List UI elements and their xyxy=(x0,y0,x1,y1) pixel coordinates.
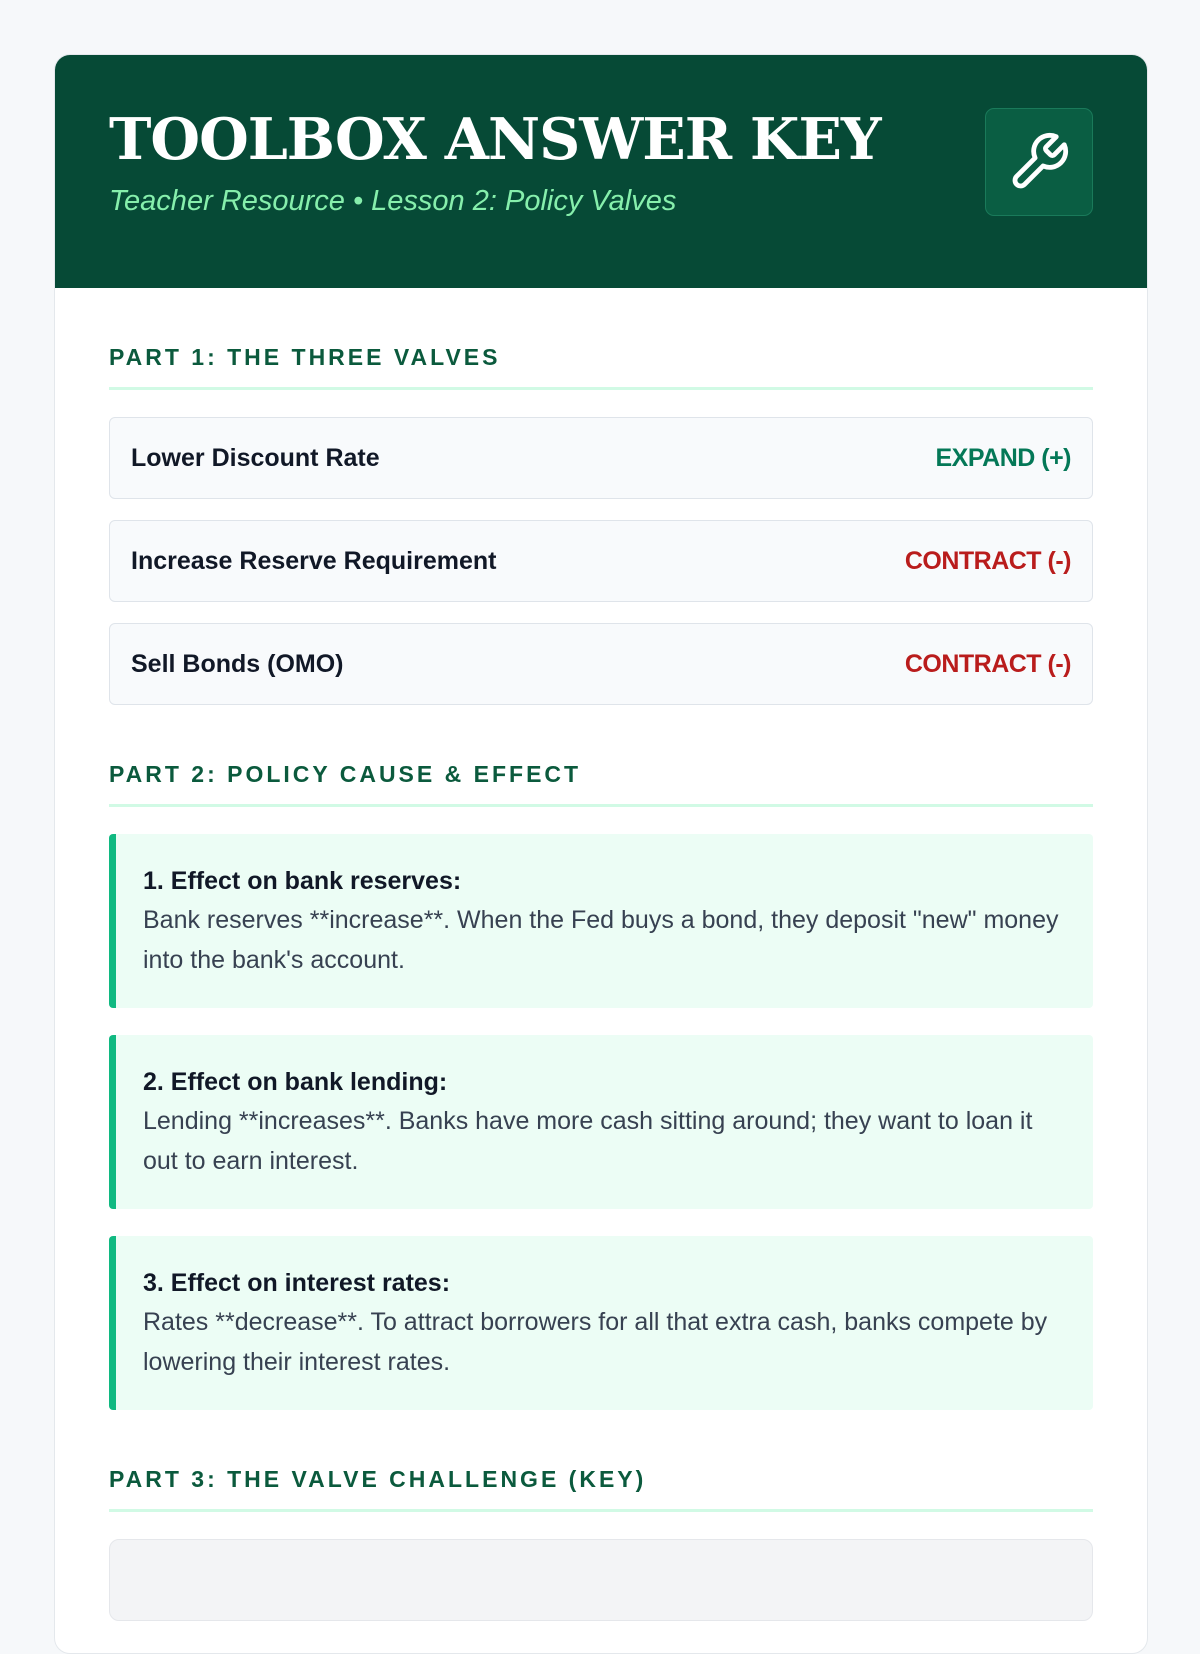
part2-heading: PART 2: POLICY CAUSE & EFFECT xyxy=(109,761,1093,807)
part3-heading: PART 3: THE VALVE CHALLENGE (KEY) xyxy=(109,1466,1093,1512)
valve-effect-contract: CONTRACT (-) xyxy=(904,546,1071,575)
valve-name: Sell Bonds (OMO) xyxy=(131,649,344,678)
effect-body: Lending **increases**. Banks have more cash sitting around; they want to loan it out to earn interest. xyxy=(143,1107,1033,1175)
effect-card xyxy=(109,834,1093,1008)
valve-row xyxy=(109,520,1093,602)
effect-card xyxy=(109,1035,1093,1209)
wrench-icon xyxy=(985,108,1093,216)
valve-effect-expand: EXPAND (+) xyxy=(935,443,1071,472)
effect-title: 2. Effect on bank lending: xyxy=(143,1068,448,1096)
answer-key-page xyxy=(54,54,1148,1654)
effects-list xyxy=(109,834,1093,1410)
effect-title: 3. Effect on interest rates: xyxy=(143,1269,451,1297)
challenge-box xyxy=(109,1539,1093,1621)
effect-title: 1. Effect on bank reserves: xyxy=(143,867,462,895)
page-title: TOOLBOX ANSWER KEY xyxy=(109,106,881,173)
content-area xyxy=(55,344,1147,1621)
effect-body: Rates **decrease**. To attract borrowers for all that extra cash, banks compete by lowering their interest rates. xyxy=(143,1308,1048,1376)
valve-row xyxy=(109,623,1093,705)
valve-row xyxy=(109,417,1093,499)
valve-effect-contract: CONTRACT (-) xyxy=(904,649,1071,678)
valve-name: Increase Reserve Requirement xyxy=(131,546,497,575)
effect-body: Bank reserves **increase**. When the Fed buys a bond, they deposit "new" money into the bank's account. xyxy=(143,906,1059,974)
effect-card xyxy=(109,1236,1093,1410)
page-subtitle: Teacher Resource • Lesson 2: Policy Valves xyxy=(109,185,677,217)
part1-heading: PART 1: THE THREE VALVES xyxy=(109,344,1093,390)
valve-name: Lower Discount Rate xyxy=(131,443,380,472)
valve-list xyxy=(109,417,1093,705)
header-banner xyxy=(55,55,1147,288)
